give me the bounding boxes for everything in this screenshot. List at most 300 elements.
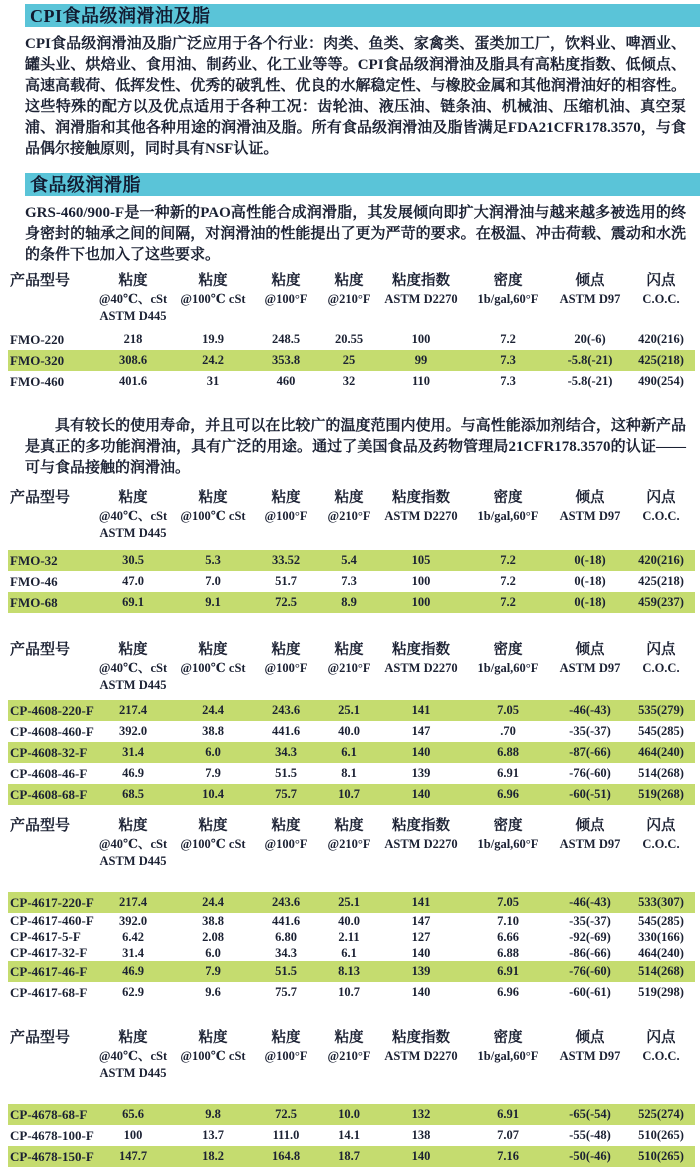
cell-value: 18.7 (338, 1149, 360, 1163)
cell-value: 51.5 (275, 766, 297, 780)
cell-value: 132 (411, 1107, 431, 1121)
column-header (627, 1028, 695, 1082)
column-header-title: 产品型号 (10, 642, 71, 658)
table-row (8, 350, 695, 371)
cell-value: 6.1 (341, 745, 357, 759)
intro-paragraph-oils: CPI食品级润滑油及脂广泛应用于各个行业：肉类、鱼类、家禽类、蛋类加工厂，饮料业、啤酒业、罐头业、烘焙业、食用油、制药业、化工业等等。CPI食品级润滑油及脂具有高粘度指数、低倾点、高速高载荷、低挥发性、优秀的破乳性、优良的水解稳定性、与橡胶金属和其他润滑油好的相容性。这些特殊的配方以及优点适用于各种工况：齿轮油、液压油、链条油、机械油、压缩机油、真空泵浦、润滑脂和其他各种用途的润滑油及脂。所有食品级润滑油及脂皆满足FDA21CFR178.3570，与食品偶尔接触原则，同时具有NSF认证。 (25, 36, 686, 157)
cell-value: 140 (411, 745, 431, 759)
cell-value: 7.07 (497, 1128, 519, 1142)
table-row (8, 945, 695, 961)
column-header (319, 640, 379, 694)
column-header (553, 816, 627, 870)
column-header-sub: C.O.C. (642, 837, 680, 851)
column-header-sub: ASTM D97 (559, 292, 621, 306)
column-header-title: 粘度指数 (392, 1030, 450, 1046)
cell-value: 514(268) (638, 964, 684, 978)
cell-value: 7.3 (500, 353, 516, 367)
column-header-title: 粘度指数 (392, 642, 450, 658)
cell-value: 464(240) (638, 745, 684, 759)
cell-product-model: FMO-460 (10, 373, 65, 389)
cell-value: 5.3 (205, 553, 221, 567)
cell-value: 545(285) (638, 724, 684, 738)
cell-value: 420(216) (638, 332, 684, 346)
cell-value: 6.80 (275, 929, 297, 944)
column-header-title: 粘度 (118, 1030, 148, 1046)
column-header-title: 密度 (493, 490, 523, 506)
column-header-title: 粘度 (118, 273, 148, 289)
cell-value: 525(274) (638, 1107, 684, 1121)
cell-value: 24.2 (202, 353, 224, 367)
cell-value: 6.88 (497, 745, 519, 759)
column-header-sub: @100℃ cSt (180, 292, 246, 306)
column-header-title: 粘度 (118, 642, 148, 658)
column-header (379, 816, 463, 870)
column-header-sub: @100°F (264, 1049, 308, 1063)
column-header-sub: ASTM D2270 (384, 837, 458, 851)
cell-value: 140 (411, 787, 431, 801)
column-header-title: 粘度指数 (392, 490, 450, 506)
column-header-title: 闪点 (646, 490, 676, 506)
column-header-title: 粘度 (271, 818, 301, 834)
column-header (8, 816, 93, 870)
column-header-title: 粘度 (118, 818, 148, 834)
column-header-title: 倾点 (575, 1030, 605, 1046)
column-header (463, 816, 553, 870)
table-row (8, 592, 695, 613)
cell-value: 51.7 (275, 574, 297, 588)
cell-value: 72.5 (275, 1107, 297, 1121)
cell-value: 14.1 (338, 1128, 360, 1142)
column-header (627, 488, 695, 542)
cell-value: -86(-66) (569, 945, 611, 960)
table-row (8, 961, 695, 982)
column-header (379, 640, 463, 694)
cell-value: 72.5 (275, 595, 297, 609)
cell-value: 31.4 (122, 745, 144, 759)
table-header-row (8, 640, 695, 694)
column-header-sub: @40℃、cSt (98, 292, 168, 306)
cell-value: 441.6 (271, 913, 301, 928)
cell-value: 147 (411, 913, 431, 928)
cell-value: 141 (411, 703, 431, 717)
cell-value: -87(-66) (569, 745, 611, 759)
column-header-sub: @100°F (264, 509, 308, 523)
cell-value: 392.0 (118, 913, 148, 928)
column-header-title: 密度 (493, 1030, 523, 1046)
cell-value: 7.2 (500, 595, 516, 609)
table-header-row (8, 816, 695, 870)
column-header-sub: 1b/gal,60°F (477, 509, 539, 523)
table-row (8, 742, 695, 763)
cell-product-model: CP-4617-32-F (10, 945, 88, 960)
column-header-title: 粘度 (198, 273, 228, 289)
cell-value: 46.9 (122, 964, 144, 978)
cell-value: 0(-18) (574, 553, 606, 567)
column-header (319, 271, 379, 325)
cell-value: 20(-6) (574, 332, 606, 346)
column-header-title: 粘度 (271, 642, 301, 658)
column-header-sub: @40℃、cSt (98, 661, 168, 675)
column-header-title: 粘度 (198, 642, 228, 658)
cell-value: 2.08 (202, 929, 224, 944)
cell-value: 30.5 (122, 553, 144, 567)
table-row (8, 982, 695, 1003)
cell-value: 243.6 (271, 703, 301, 717)
column-header (173, 1028, 253, 1082)
cell-value: 441.6 (271, 724, 301, 738)
table-row (8, 929, 695, 945)
cell-value: 7.3 (500, 374, 516, 388)
column-header (627, 271, 695, 325)
cell-value: 40.0 (338, 724, 360, 738)
cell-value: 308.6 (118, 353, 148, 367)
column-header (173, 488, 253, 542)
cell-value: 9.8 (205, 1107, 221, 1121)
column-header-title: 密度 (493, 273, 523, 289)
cell-value: .70 (500, 724, 516, 738)
column-header-sub: @100°F (264, 837, 308, 851)
cell-value: -5.8(-21) (567, 353, 613, 367)
cell-product-model: CP-4678-100-F (10, 1127, 94, 1143)
table-row (8, 1146, 695, 1167)
cell-value: 100 (411, 332, 431, 346)
cell-value: 9.6 (205, 985, 221, 999)
cell-product-model: FMO-68 (10, 594, 58, 610)
cell-value: 535(279) (638, 703, 684, 717)
column-header-title: 粘度 (271, 273, 301, 289)
cell-value: 111.0 (272, 1128, 300, 1142)
column-header-sub: ASTM D2270 (384, 292, 458, 306)
column-header-sub: ASTM D2270 (384, 509, 458, 523)
cell-value: 7.3 (341, 574, 357, 588)
section-header-grease (25, 173, 700, 196)
column-header (553, 488, 627, 542)
table-row (8, 913, 695, 929)
column-header (253, 488, 319, 542)
table-header-row (8, 1028, 695, 1082)
column-header-sub: ASTM D2270 (384, 1049, 458, 1063)
column-header (379, 1028, 463, 1082)
cell-value: 460 (276, 374, 296, 388)
column-header-title: 倾点 (575, 642, 605, 658)
cell-value: 100 (411, 595, 431, 609)
column-header-title: 粘度 (198, 1030, 228, 1046)
cell-value: 218 (123, 332, 143, 346)
cell-product-model: CP-4608-68-F (10, 786, 88, 802)
column-header-sub: C.O.C. (642, 292, 680, 306)
cell-value: 9.1 (205, 595, 221, 609)
column-header-sub: @40℃、cSt (98, 1049, 168, 1063)
cell-value: 6.91 (497, 1107, 519, 1121)
column-header-sub: @210°F (327, 837, 371, 851)
column-header-sub: @100℃ cSt (180, 1049, 246, 1063)
table-row (8, 721, 695, 742)
column-header-sub: C.O.C. (642, 661, 680, 675)
column-header (253, 271, 319, 325)
column-header-title: 倾点 (575, 490, 605, 506)
column-header-title: 闪点 (646, 1030, 676, 1046)
table-row (8, 1104, 695, 1125)
cell-product-model: CP-4678-150-F (10, 1148, 94, 1164)
cell-value: 6.42 (122, 929, 144, 944)
cell-value: 330(166) (638, 929, 684, 944)
cell-value: 6.0 (205, 945, 221, 960)
column-header-sub: @100°F (264, 661, 308, 675)
cell-value: 425(218) (638, 574, 684, 588)
column-header-sub: @210°F (327, 509, 371, 523)
cell-value: 40.0 (338, 913, 360, 928)
column-header-sub: ASTM D97 (559, 837, 621, 851)
table-row (8, 700, 695, 721)
cell-value: 38.8 (202, 724, 224, 738)
cell-value: 25.1 (338, 703, 360, 717)
column-header-sub: ASTM D97 (559, 1049, 621, 1063)
column-header (173, 271, 253, 325)
column-header (253, 1028, 319, 1082)
cell-value: 392.0 (118, 724, 148, 738)
column-header-title: 粘度 (118, 490, 148, 506)
cell-value: 510(265) (638, 1149, 684, 1163)
column-header (379, 271, 463, 325)
section-title-oils: CPI食品级润滑油及脂 (30, 5, 211, 26)
cell-value: -60(-51) (569, 787, 611, 801)
cell-product-model: CP-4617-5-F (10, 929, 81, 944)
table-row (8, 1125, 695, 1146)
cell-value: 105 (411, 553, 431, 567)
column-header-title: 闪点 (646, 642, 676, 658)
cell-value: 24.4 (202, 895, 224, 909)
cell-value: 31 (206, 374, 220, 388)
column-header (627, 816, 695, 870)
cell-value: 6.91 (497, 964, 519, 978)
cell-value: 110 (411, 374, 431, 388)
cell-value: 147 (411, 724, 431, 738)
column-header-sub: @100℃ cSt (180, 661, 246, 675)
column-header (8, 1028, 93, 1082)
cell-value: 100 (123, 1128, 143, 1142)
cell-value: 0(-18) (574, 595, 606, 609)
cell-value: 18.2 (202, 1149, 224, 1163)
spec-table-cp4617 (8, 816, 695, 1003)
column-header (553, 271, 627, 325)
cell-value: 68.5 (122, 787, 144, 801)
column-header (93, 1028, 173, 1082)
column-header-title: 闪点 (646, 273, 676, 289)
cell-value: 519(298) (638, 985, 684, 999)
cell-value: 10.7 (338, 787, 360, 801)
cell-value: 139 (411, 766, 431, 780)
cell-value: 10.0 (338, 1107, 360, 1121)
cell-value: 100 (411, 574, 431, 588)
table-row (8, 763, 695, 784)
table-header-row (8, 488, 695, 542)
cell-value: 7.9 (205, 964, 221, 978)
table-header-row (8, 271, 695, 325)
column-header-sub: ASTM D97 (559, 509, 621, 523)
table-row (8, 784, 695, 805)
table-row (8, 550, 695, 571)
spec-table-cp4678 (8, 1028, 695, 1167)
cell-value: -60(-61) (569, 985, 611, 999)
column-header (319, 816, 379, 870)
cell-product-model: CP-4617-46-F (10, 963, 88, 979)
column-header-sub: 1b/gal,60°F (477, 292, 539, 306)
column-header (463, 640, 553, 694)
cell-value: 248.5 (271, 332, 301, 346)
cell-value: -35(-37) (569, 913, 611, 928)
cell-value: 7.0 (205, 574, 221, 588)
cell-value: 6.96 (497, 985, 519, 999)
cell-value: 138 (411, 1128, 431, 1142)
cell-value: 47.0 (122, 574, 144, 588)
cell-product-model: FMO-32 (10, 552, 58, 568)
column-header (627, 640, 695, 694)
column-header-title: 粘度 (334, 818, 364, 834)
column-header (93, 488, 173, 542)
cell-value: 6.66 (497, 929, 519, 944)
cell-value: 533(307) (638, 895, 684, 909)
column-header-sub: @100℃ cSt (180, 509, 246, 523)
spec-table-fmo-low (8, 488, 695, 613)
cell-value: 420(216) (638, 553, 684, 567)
cell-value: 25.1 (338, 895, 360, 909)
column-header-sub2: ASTM D445 (99, 678, 167, 692)
cell-value: 31.4 (122, 945, 144, 960)
cell-value: -76(-60) (569, 766, 611, 780)
cell-value: 75.7 (275, 985, 297, 999)
column-header-sub: 1b/gal,60°F (477, 661, 539, 675)
cell-value: 46.9 (122, 766, 144, 780)
cell-product-model: FMO-320 (10, 352, 65, 368)
column-header-sub: 1b/gal,60°F (477, 837, 539, 851)
column-header-title: 粘度 (334, 273, 364, 289)
column-header-title: 产品型号 (10, 818, 71, 834)
cell-value: 510(265) (638, 1128, 684, 1142)
cell-value: 164.8 (271, 1149, 301, 1163)
column-header (93, 271, 173, 325)
spec-table-cp4608 (8, 640, 695, 805)
cell-value: 514(268) (638, 766, 684, 780)
column-header (253, 816, 319, 870)
cell-value: 33.52 (271, 553, 301, 567)
cell-value: 6.0 (205, 745, 221, 759)
cell-value: -46(-43) (569, 703, 611, 717)
column-header-title: 粘度 (271, 490, 301, 506)
cell-value: 7.2 (500, 574, 516, 588)
column-header (93, 816, 173, 870)
section-title-grease: 食品级润滑脂 (30, 174, 141, 195)
cell-value: 8.9 (341, 595, 357, 609)
column-header (8, 640, 93, 694)
cell-value: 217.4 (118, 703, 148, 717)
column-header-title: 密度 (493, 642, 523, 658)
cell-value: 6.96 (497, 787, 519, 801)
cell-value: -55(-48) (569, 1128, 611, 1142)
cell-value: 51.5 (275, 964, 297, 978)
cell-value: 75.7 (275, 787, 297, 801)
cell-value: 13.7 (202, 1128, 224, 1142)
column-header-title: 粘度指数 (392, 273, 450, 289)
column-header-title: 产品型号 (10, 1030, 71, 1046)
column-header-title: 密度 (493, 818, 523, 834)
cell-value: 25 (342, 353, 356, 367)
column-header (463, 488, 553, 542)
cell-value: 7.05 (497, 703, 519, 717)
cell-value: 38.8 (202, 913, 224, 928)
cell-value: 99 (414, 353, 428, 367)
column-header (253, 640, 319, 694)
cell-value: 8.13 (338, 964, 360, 978)
cell-value: 7.9 (205, 766, 221, 780)
cell-value: 19.9 (202, 332, 224, 346)
table-row (8, 371, 695, 392)
cell-value: 7.05 (497, 895, 519, 909)
column-header-title: 倾点 (575, 818, 605, 834)
cell-value: 140 (411, 945, 431, 960)
cell-value: 2.11 (338, 929, 360, 944)
cell-value: 7.16 (497, 1149, 519, 1163)
cell-value: 6.91 (497, 766, 519, 780)
cell-value: 62.9 (122, 985, 144, 999)
column-header (93, 640, 173, 694)
column-header-title: 粘度指数 (392, 818, 450, 834)
cell-value: -5.8(-21) (567, 374, 613, 388)
cell-value: 8.1 (341, 766, 357, 780)
cell-value: 34.3 (275, 745, 297, 759)
cell-value: 243.6 (271, 895, 301, 909)
cell-value: 10.4 (202, 787, 224, 801)
column-header-sub: C.O.C. (642, 1049, 680, 1063)
column-header (319, 1028, 379, 1082)
cell-value: 353.8 (271, 353, 301, 367)
column-header-title: 闪点 (646, 818, 676, 834)
cell-value: 459(237) (638, 595, 684, 609)
column-header-title: 粘度 (334, 642, 364, 658)
column-header-title: 粘度 (271, 1030, 301, 1046)
column-header (553, 640, 627, 694)
cell-value: 141 (411, 895, 431, 909)
column-header-title: 粘度 (334, 490, 364, 506)
table-row (8, 892, 695, 913)
column-header-title: 产品型号 (10, 490, 71, 506)
column-header (379, 488, 463, 542)
cell-value: -92(-69) (569, 929, 611, 944)
column-header-sub: ASTM D2270 (384, 661, 458, 675)
cell-value: 6.1 (341, 945, 357, 960)
cell-product-model: CP-4608-46-F (10, 765, 88, 781)
column-header-sub: @210°F (327, 661, 371, 675)
cell-product-model: CP-4678-68-F (10, 1106, 88, 1122)
cell-product-model: CP-4617-460-F (10, 913, 94, 928)
column-header-sub: ASTM D97 (559, 661, 621, 675)
cell-product-model: CP-4617-68-F (10, 984, 88, 1000)
cell-value: 10.7 (338, 985, 360, 999)
column-header-sub: @100°F (264, 292, 308, 306)
column-header-sub: C.O.C. (642, 509, 680, 523)
cell-value: 147.7 (118, 1149, 148, 1163)
column-header (319, 488, 379, 542)
column-header-title: 倾点 (575, 273, 605, 289)
cell-value: 139 (411, 964, 431, 978)
cell-value: 490(254) (638, 374, 684, 388)
column-header (463, 271, 553, 325)
cell-value: 6.88 (497, 945, 519, 960)
cell-value: 69.1 (122, 595, 144, 609)
cell-value: 5.4 (341, 553, 357, 567)
cell-value: -65(-54) (569, 1107, 611, 1121)
column-header-title: 粘度 (198, 490, 228, 506)
cell-value: 65.6 (122, 1107, 144, 1121)
